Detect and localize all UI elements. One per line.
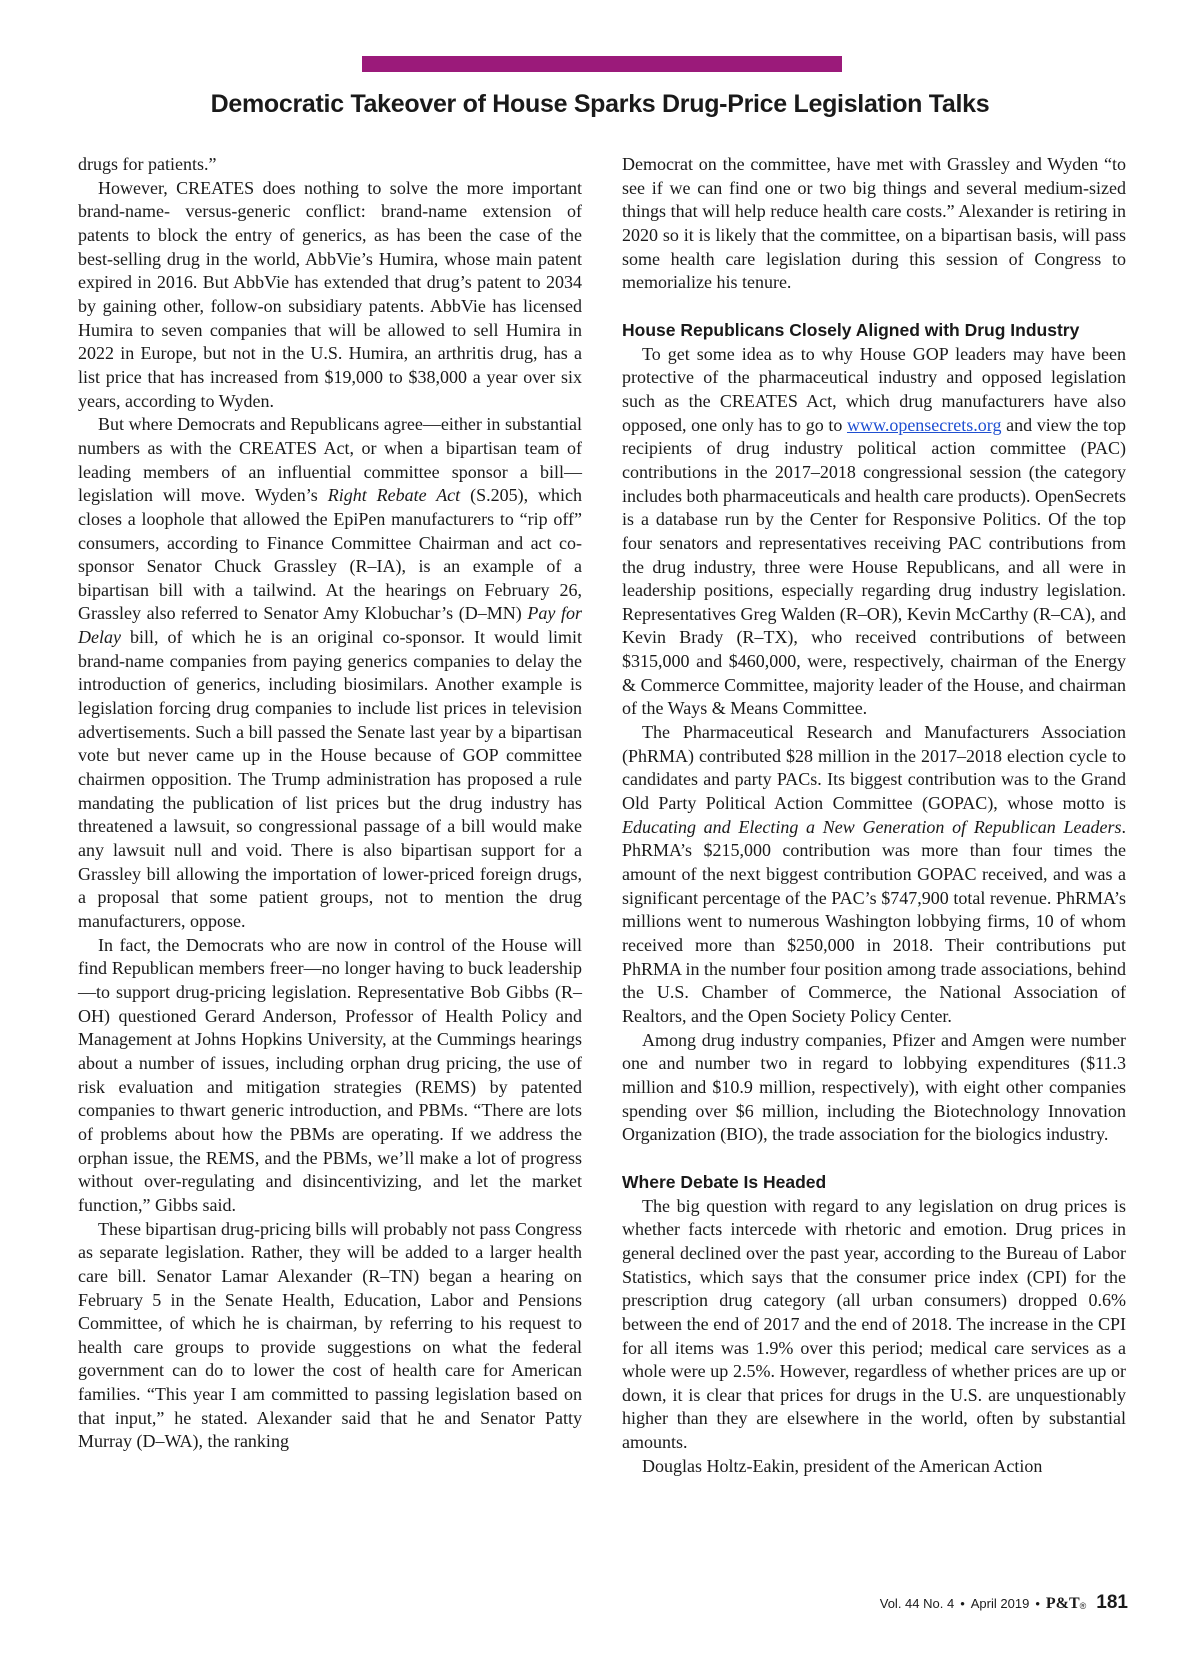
registered-mark: ® bbox=[1079, 1601, 1087, 1611]
text-run: . PhRMA’s $215,000 contribution was more than four times the amount of the next biggest contribution GOPAC received, and was a significant percentage of the PAC’s $747,900 total revenue. PhRMA’s millions went to numerous Washington lobbying firms, 10 of whom received more than $250,000 in 2018. Their contributions put PhRMA in the number four position among trade associations, behind the U.S. Chamber of Commerce, the National Association of Realtors, and the Open Society Policy Center. bbox=[622, 816, 1126, 1026]
paragraph: drugs for patients.” bbox=[78, 154, 217, 174]
article-title: Democratic Takeover of House Sparks Drug-Price Legislation Talks bbox=[210, 90, 990, 118]
section-heading: Where Debate Is Headed bbox=[622, 1171, 827, 1192]
page-number: 181 bbox=[1096, 1592, 1128, 1613]
journal-name: P&T bbox=[1045, 1595, 1080, 1612]
issue-number: Vol. 44 No. 4 bbox=[879, 1596, 955, 1611]
text-run: But where Democrats and Republicans agree—either in substantial numbers as with the CREATES Act, or when a bipartisan team of leading members of an influential committee sponsor a bill—legislation will move. Wyden’s bbox=[78, 414, 582, 506]
paragraph bbox=[622, 721, 1126, 1029]
paragraph: Among drug industry companies, Pfizer and Amgen were number one and number two in regard to lobbying expenditures ($11.3 million and $10.9 million, respectively), with eight other companies spending over $6 million, including the Biotechnology Innovation Organization (BIO), the trade association for the biologics industry. bbox=[622, 1029, 1126, 1145]
text-run: and view the top recipients of drug industry political action committee (PAC) contributions in the 2017–2018 congressional session (the category includes both pharmaceuticals and health care products). OpenSecrets is a database run by the Center for Responsive Politics. Of the top four senators and representatives receiving PAC contributions from the drug industry, three were House Republicans, and all were in leadership positions, especially regarding drug industry legislation. Representatives Greg Walden (R–OR), Kevin McCarthy (R–CA), and Kevin Brady (R–TX), who received contributions of between $315,000 and $460,000, were, respectively, chairman of the Energy & Commerce Committee, majority leader of the House, and chairman of the Ways & Means Committee. bbox=[622, 414, 1126, 719]
issue-date: April 2019 bbox=[970, 1596, 1030, 1611]
paragraph bbox=[622, 343, 1126, 722]
left-column bbox=[78, 153, 582, 1454]
page-footer bbox=[880, 1592, 1128, 1614]
text-run: bill, of which he is an original co-sponsor. It would limit brand-name companies from paying generics companies to delay the introduction of generics, including biosimilars. Another example is legislation forcing drug companies to include list prices in television advertisements. Such a bill passed the Senate last year by a bipartisan vote but never came up in the House because of GOP committee chairmen opposition. The Trump administration has proposed a rule mandating the publication of list prices but the drug industry has threatened a lawsuit, so congressional passage of a bill would make any lawsuit null and void. There is also bipartisan support for a Grassley bill allowing the importation of lower-priced foreign drugs, a proposal that some patient groups, not to mention the drug manufacturers, oppose. bbox=[78, 627, 582, 931]
right-column bbox=[622, 153, 1126, 1478]
separator: • bbox=[1035, 1596, 1040, 1611]
act-title: Right Rebate Act bbox=[327, 485, 461, 506]
paragraph: These bipartisan drug-pricing bills will probably not pass Congress as separate legislation. Rather, they will be added to a larger health care bill. Senator Lamar Alexander (R–TN) began a hearing on February 5 in the Senate Health, Education, Labor and Pensions Committee, of which he is chairman, by referring to his request to health care groups to provide suggestions on what the federal government can do to lower the cost of health care for American families. “This year I am committed to passing legislation based on that input,” he stated. Alexander said that he and Senator Patty Murray (D–WA), the ranking bbox=[78, 1218, 582, 1452]
opensecrets-link[interactable]: www.opensecrets.org bbox=[846, 414, 1002, 435]
bill-title: Pay for Delay bbox=[78, 603, 582, 648]
header-accent-bar bbox=[362, 56, 842, 72]
paragraph: The big question with regard to any legislation on drug prices is whether facts intercede with rhetoric and emotion. Drug prices in general declined over the past year, according to the Bureau of Labor Statistics, which says that the consumer price index (CPI) for the prescription drug category (all urban consumers) dropped 0.6% between the end of 2017 and the end of 2018. The increase in the CPI for all items was 1.9% over this period; medical care services as a whole were up 2.5%. However, regardless of whether prices are up or down, it is clear that prices for drugs in the U.S. are unquestionably higher than they are elsewhere in the world, often by substantial amounts. bbox=[622, 1195, 1126, 1453]
paragraph: Democrat on the committee, have met with Grassley and Wyden “to see if we can find one or two big things and several medium-sized things that will help reduce health care costs.” Alexander is retiring in 2020 so it is likely that the committee, on a bipartisan basis, will pass some health care legislation during this session of Congress to memorialize his tenure. bbox=[622, 154, 1126, 293]
section-heading: House Republicans Closely Aligned with Drug Industry bbox=[622, 319, 1080, 340]
text-run: The Pharmaceutical Research and Manufacturers Association (PhRMA) contributed $28 million in the 2017–2018 election cycle to candidates and party PACs. Its biggest contribution was to the Grand Old Party Political Action Committee (GOPAC), whose motto is bbox=[622, 722, 1126, 814]
text-run: (S.205), which closes a loophole that allowed the EpiPen manufacturers to “rip off” consumers, according to Finance Committee Chairman and act co-sponsor Senator Chuck Grassley (R–IA), is an example of a bipartisan bill with a tailwind. At the hearings on February 26, Grassley also referred to Senator Amy Klobuchar’s (D–MN) bbox=[78, 485, 582, 624]
motto: Educating and Electing a New Generation of Republican Leaders bbox=[622, 816, 1122, 837]
text-run: To get some idea as to why House GOP leaders may have been protective of the pharmaceutical industry and opposed legislation such as the CREATES Act, which drug manufacturers have also opposed, one only has to go to bbox=[622, 343, 1126, 435]
paragraph: In fact, the Democrats who are now in control of the House will find Republican members freer—no longer having to buck leadership—to support drug-pricing legislation. Representative Bob Gibbs (R–OH) questioned Gerard Anderson, Professor of Health Policy and Management at Johns Hopkins University, at the Cummings hearings about a number of issues, including orphan drug pricing, the use of risk evaluation and mitigation strategies (REMS) by patented companies to thwart generic introduction, and PBMs. “There are lots of problems about how the PBMs are operating. If we address the orphan issue, the REMS, and the PBMs, we’ll make a lot of progress without over-regulating and disincentivizing, and let the market function,” Gibbs said. bbox=[78, 934, 582, 1215]
paragraph: However, CREATES does nothing to solve the more important brand-name- versus-generic conflict: brand-name extension of patents to block the entry of generics, as has been the case of the best-selling drug in the world, AbbVie’s Humira, whose main patent expired in 2016. But AbbVie has extended that drug’s patent to 2034 by gaining other, follow-on subsidiary patents. AbbVie has licensed Humira to seven companies that will be allowed to sell Humira in 2022 in Europe, but not in the U.S. Humira, an arthritis drug, has a list price that has increased from $19,000 to $38,000 a year over six years, according to Wyden. bbox=[78, 177, 582, 411]
paragraph bbox=[78, 413, 582, 933]
paragraph: Douglas Holtz-Eakin, president of the American Action bbox=[642, 1455, 1043, 1476]
separator: • bbox=[960, 1596, 965, 1611]
